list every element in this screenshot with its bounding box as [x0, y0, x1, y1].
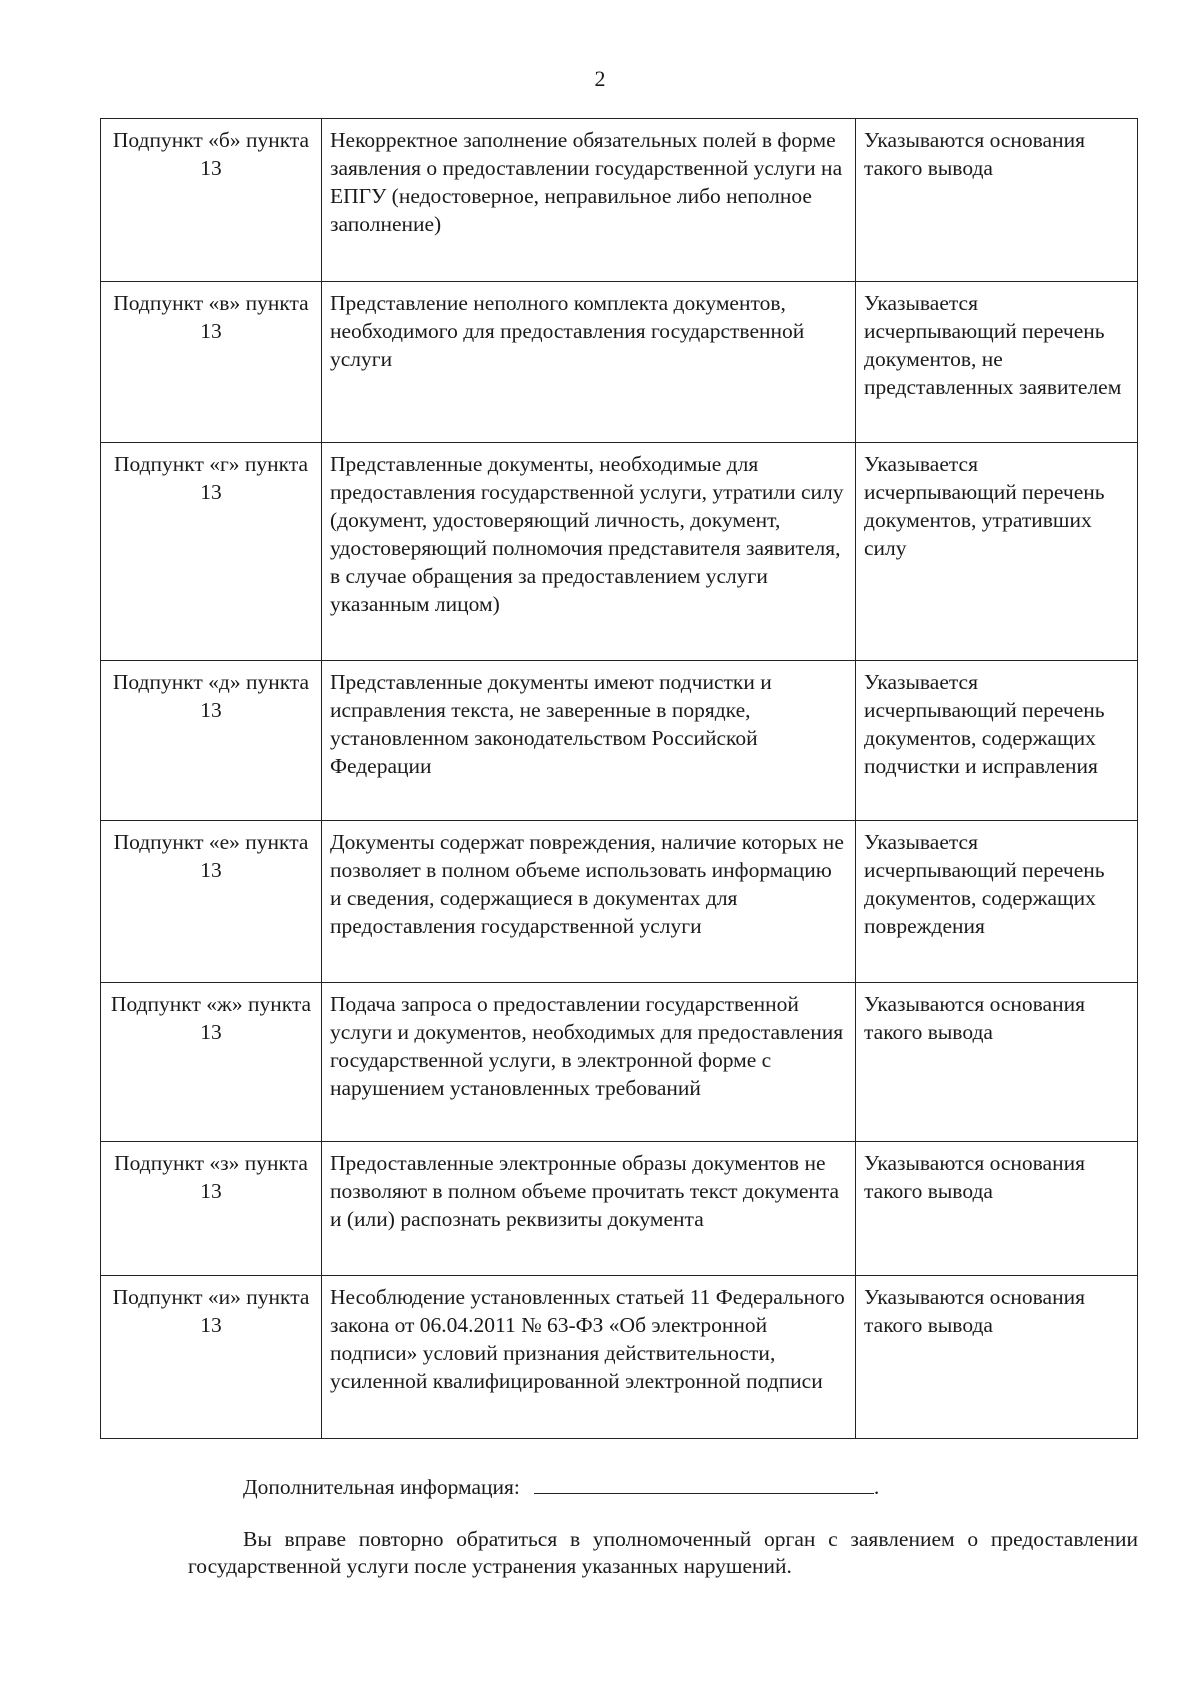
explanation-cell: Указываются основания такого вывода — [856, 1276, 1138, 1439]
basis-cell: Подпункт «б» пункта 13 — [101, 119, 322, 282]
explanation-cell: Указываются основания такого вывода — [856, 119, 1138, 282]
table-row — [101, 443, 1138, 661]
table-row — [101, 1276, 1138, 1439]
reason-cell: Представление неполного комплекта документов, необходимого для предоставления государственной услуги — [322, 282, 856, 443]
table-row — [101, 1142, 1138, 1276]
reason-cell: Подача запроса о предоставлении государственной услуги и документов, необходимых для предоставления государственной услуги, в электронной форме с нарушением установленных требований — [322, 983, 856, 1142]
page-number: 2 — [594, 66, 606, 91]
explanation-cell: Указывается исчерпывающий перечень документов, содержащих повреждения — [856, 821, 1138, 983]
table-row — [101, 661, 1138, 821]
table-row — [101, 983, 1138, 1142]
explanation-cell: Указывается исчерпывающий перечень документов, утративших силу — [856, 443, 1138, 661]
additional-info-end-mark: . — [873, 1475, 880, 1499]
reason-cell: Предоставленные электронные образы документов не позволяют в полном объеме прочитать текст документа и (или) распознать реквизиты документа — [322, 1142, 856, 1276]
reason-cell: Представленные документы, необходимые для предоставления государственной услуги, утратили силу (документ, удостоверяющий личность, документ, удостоверяющий полномочия представителя заявителя, в случае обращения за предоставлением услуги указанным лицом) — [322, 443, 856, 661]
additional-info-line — [243, 1473, 879, 1501]
explanation-cell: Указывается исчерпывающий перечень документов, содержащих подчистки и исправления — [856, 661, 1138, 821]
reason-cell: Несоблюдение установленных статьей 11 Федерального закона от 06.04.2011 № 63-ФЗ «Об электронной подписи» условий признания действительности, усиленной квалифицированной электронной подписи — [322, 1276, 856, 1439]
explanation-cell: Указываются основания такого вывода — [856, 983, 1138, 1142]
refusal-reasons-table — [100, 118, 1138, 1439]
table-row — [101, 821, 1138, 983]
explanation-cell: Указывается исчерпывающий перечень документов, не представленных заявителем — [856, 282, 1138, 443]
final-paragraph: Вы вправе повторно обратиться в уполномоченный орган с заявлением о предоставлении государственной услуги после устранения указанных нарушений. — [188, 1527, 1138, 1578]
basis-cell: Подпункт «е» пункта 13 — [101, 821, 322, 983]
table-row — [101, 119, 1138, 282]
additional-info-label: Дополнительная информация: — [243, 1475, 520, 1499]
explanation-cell: Указываются основания такого вывода — [856, 1142, 1138, 1276]
reason-cell: Документы содержат повреждения, наличие которых не позволяет в полном объеме использовать информацию и сведения, содержащиеся в документах для предоставления государственной услуги — [322, 821, 856, 983]
basis-cell: Подпункт «г» пункта 13 — [101, 443, 322, 661]
table-row — [101, 282, 1138, 443]
additional-info-blank — [534, 1473, 874, 1494]
basis-cell: Подпункт «з» пункта 13 — [101, 1142, 322, 1276]
basis-cell: Подпункт «и» пункта 13 — [101, 1276, 322, 1439]
reason-cell: Некорректное заполнение обязательных полей в форме заявления о предоставлении государственной услуги на ЕПГУ (недостоверное, неправильное либо неполное заполнение) — [322, 119, 856, 282]
basis-cell: Подпункт «д» пункта 13 — [101, 661, 322, 821]
basis-cell: Подпункт «в» пункта 13 — [101, 282, 322, 443]
basis-cell: Подпункт «ж» пункта 13 — [101, 983, 322, 1142]
reason-cell: Представленные документы имеют подчистки и исправления текста, не заверенные в порядке, установленном законодательством Российской Федерации — [322, 661, 856, 821]
